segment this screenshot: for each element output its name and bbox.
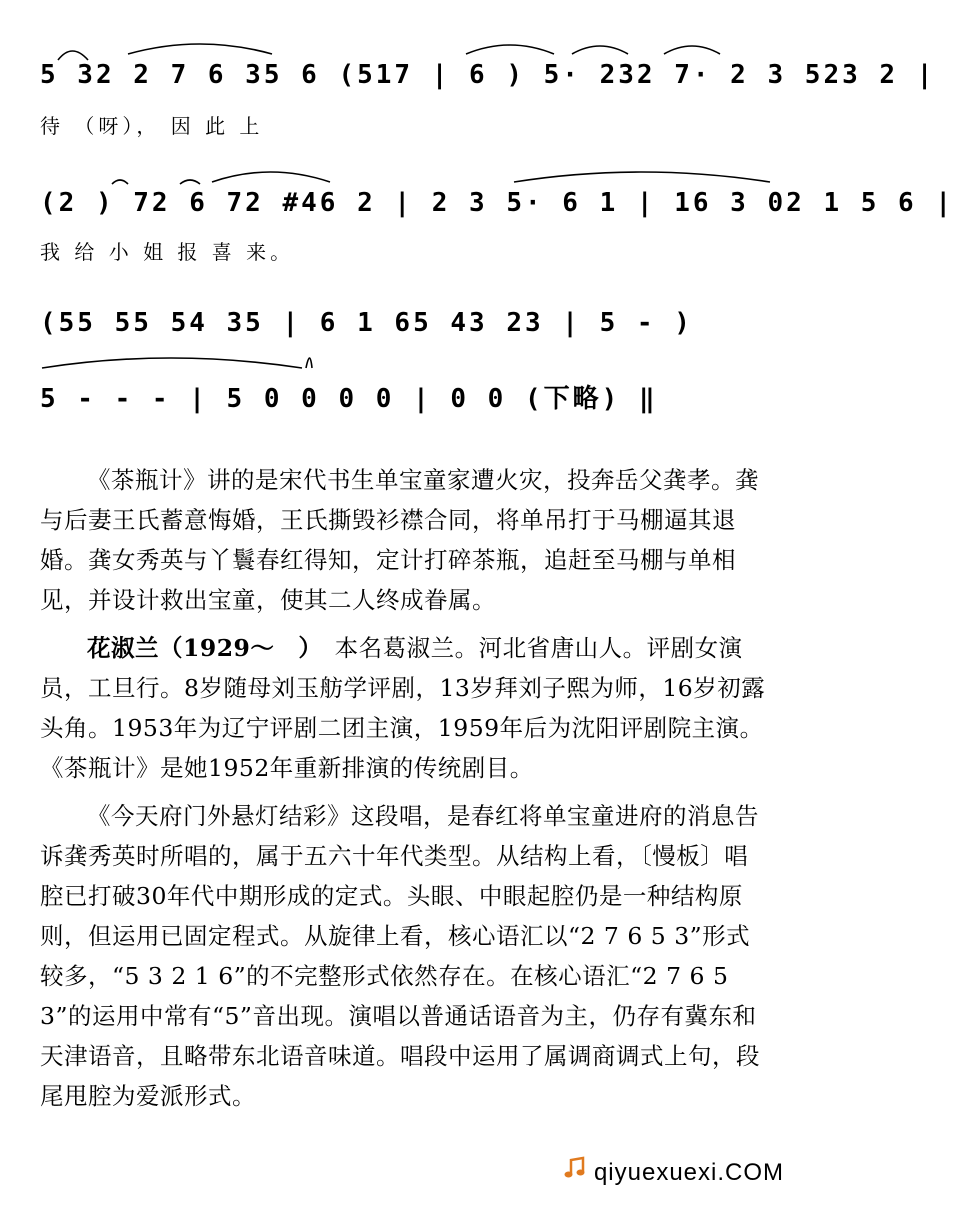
watermark-text: qiyuexuexi.COM [593, 1159, 784, 1186]
music-score [40, 30, 954, 430]
paragraph-2 [40, 628, 770, 788]
notation-line-1: 5 32 2 7 6 35 6 (517 | 6 ) 5· 232 7· 2 3 523 2 | [40, 60, 936, 90]
site-watermark [562, 1156, 784, 1187]
paragraph-1: 《茶瓶计》讲的是宋代书生单宝童家遭火灾，投奔岳父龚孝。龚与后妻王氏蓄意悔婚，王氏撕毁衫襟合同，将单吊打于马棚逼其退婚。龚女秀英与丫鬟春红得知，定计打碎茶瓶，追赶至马棚与单相见，并设计救出宝童，使其二人终成眷属。 [40, 466, 759, 614]
notation-line-3: (55 55 54 35 | 6 1 65 43 23 | 5 - ) [40, 308, 693, 338]
article-body [40, 460, 770, 1116]
music-note-icon [562, 1156, 588, 1187]
notation-line-2: (2 ) 72 6 72 #46 2 | 2 3 5· 6 1 | 16 3 02 1 5 6 | [40, 188, 954, 218]
paragraph-3: 《今天府门外悬灯结彩》这段唱，是春红将单宝童进府的消息告诉龚秀英时所唱的，属于五六十年代类型。从结构上看，〔慢板〕唱腔已打破30年代中期形成的定式。头眼、中眼起腔仍是一种结构原则，但运用已固定程式。从旋律上看，核心语汇以“2 7 6 5 3”形式较多，“5 3 2 1 6”的不完整形式依然存在。在核心语汇“2 7 6 5 3”的运用中常有“5”音出现。演唱以普通话语音为主，仍存有冀东和天津语音，且略带东北语音味道。唱段中运用了属调商调式上句，段尾甩腔为爱派形式。 [40, 802, 760, 1110]
notation-line-4: 5 - - - | 5 0 0 0 0 | 0 0 (下略) ‖ [40, 384, 658, 414]
lyrics-line-2: 我 给 小 姐 报 喜 来。 [40, 240, 295, 264]
lyrics-line-1: 待 （呀）， 因 此 上 [40, 114, 264, 138]
artist-name: 花淑兰（1929～ ） [87, 634, 311, 662]
paragraph-2-text: 本名葛淑兰。河北省唐山人。评剧女演员，工旦行。8岁随母刘玉舫学评剧，13岁拜刘子熙为师，16岁初露头角。1953年为辽宁评剧二团主演，1959年后为沈阳评剧院主演。《茶瓶计》是她1952年重新排演的传统剧目。 [40, 634, 766, 782]
